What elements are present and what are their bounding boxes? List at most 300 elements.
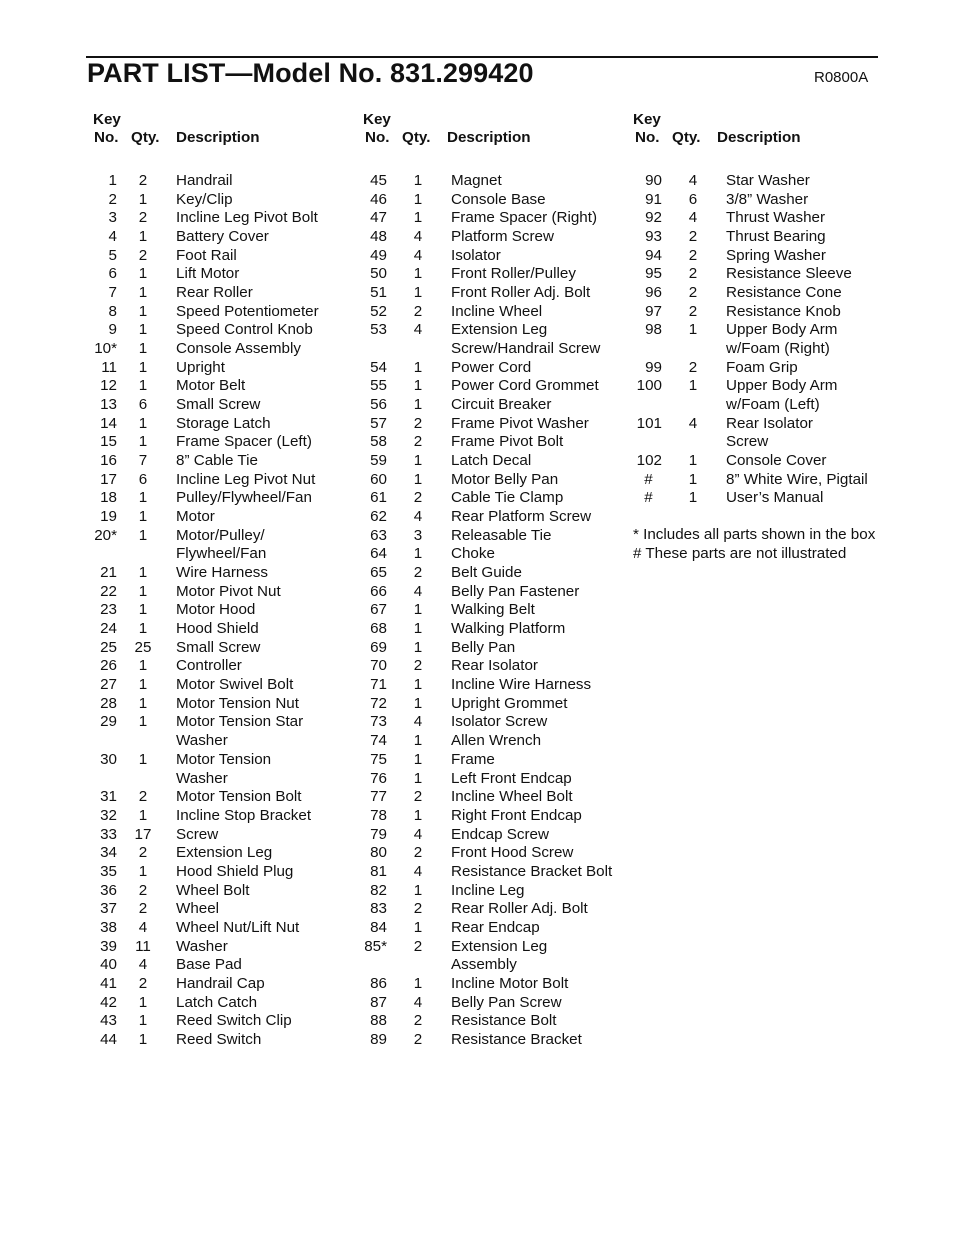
part-row [363,265,625,284]
part-description: w/Foam (Right) [726,340,830,358]
part-row [93,732,343,751]
header-description: Description [717,129,801,146]
part-description: Motor Tension [176,750,272,768]
part-row [363,676,625,695]
part-description: Small Screw [176,638,261,656]
part-key-no: 63 [370,526,387,544]
part-description: Controller [176,657,242,675]
part-qty: 1 [138,750,148,768]
part-description: Rear Roller Adj. Bolt [451,900,588,918]
part-row [93,191,343,210]
part-qty: 7 [138,452,148,470]
part-row [363,938,625,957]
part-qty: 1 [413,881,423,899]
part-key-no: 32 [100,806,117,824]
part-row [363,863,625,882]
part-row [363,695,625,714]
part-qty: 1 [413,601,423,619]
part-description: Upright Grommet [451,694,568,712]
part-description: Belly Pan [451,638,516,656]
part-description: Handrail [176,172,233,189]
part-key-no: 82 [370,881,387,899]
part-qty: 1 [138,582,148,600]
part-description: Latch Decal [451,452,532,470]
part-qty: 1 [138,321,148,339]
part-description: Wire Harness [176,564,268,582]
part-description: User’s Manual [726,489,824,507]
part-row [363,657,625,676]
part-description: Right Front Endcap [451,806,582,824]
part-row [93,303,343,322]
part-qty: 1 [413,377,423,395]
parts-list [93,172,343,1050]
part-key-no: 58 [370,433,387,451]
part-description: Incline Motor Bolt [451,974,569,992]
part-qty: 2 [688,302,698,320]
part-description: Rear Isolator [726,414,813,432]
part-qty: 6 [688,190,698,208]
part-key-no: 9 [108,321,117,339]
part-qty: 6 [138,396,148,414]
part-qty: 1 [138,358,148,376]
part-qty: 2 [688,265,698,283]
header-qty: Qty. [672,129,701,146]
part-key-no: 97 [645,302,662,320]
part-key-no: 36 [100,881,117,899]
part-row [363,1012,625,1031]
part-key-no: 11 [101,358,117,376]
part-key-no: 75 [370,750,387,768]
part-key-no: 42 [100,993,117,1011]
part-row [93,471,343,490]
part-description: Belly Pan Fastener [451,582,580,600]
part-description: Resistance Bracket [451,1030,582,1048]
part-row [93,340,343,359]
part-row [633,265,903,284]
part-description: Reed Switch [176,1030,262,1048]
part-row [93,975,343,994]
part-row [93,527,343,546]
part-row [633,340,903,359]
part-qty: 4 [413,508,423,526]
part-row [93,228,343,247]
part-description: 8” White Wire, Pigtail [726,470,868,488]
part-key-no: # [644,470,653,488]
part-description: Screw [176,825,219,843]
part-description: Hood Shield [176,620,259,638]
part-key-no: 70 [370,657,387,675]
part-qty: 1 [138,713,148,731]
part-key-no: 43 [100,1012,117,1030]
part-key-no: 46 [370,190,387,208]
part-row [633,284,903,303]
parts-list [633,172,903,508]
part-qty: 1 [138,284,148,302]
part-qty: 1 [138,601,148,619]
part-qty: 1 [413,620,423,638]
part-row [363,284,625,303]
part-row [363,340,625,359]
part-qty: 1 [688,377,698,395]
part-description: Incline Wire Harness [451,676,592,694]
part-qty: 1 [413,209,423,227]
part-description: Pulley/Flywheel/Fan [176,489,312,507]
part-row [93,788,343,807]
part-row [93,1012,343,1031]
part-key-no: 101 [636,414,662,432]
part-description: w/Foam (Left) [726,396,820,414]
part-description: Handrail Cap [176,974,265,992]
part-key-no: 4 [108,228,117,246]
part-description: Motor Tension Nut [176,694,299,712]
part-row [93,863,343,882]
part-key-no: 25 [100,638,117,656]
part-key-no: 72 [370,694,387,712]
footnote-included: * Includes all parts shown in the box [633,526,876,544]
part-description: Platform Screw [451,228,554,246]
part-column-2 [363,110,625,1050]
part-key-no: 38 [100,918,117,936]
part-qty: 1 [138,657,148,675]
part-row [363,732,625,751]
part-row [363,508,625,527]
part-row [93,601,343,620]
part-key-no: 33 [100,825,117,843]
part-description: Isolator [451,246,501,264]
part-key-no: # [644,489,653,507]
part-description: Washer [176,937,228,955]
column-header [93,110,343,172]
part-key-no: 73 [370,713,387,731]
part-description: Resistance Knob [726,302,841,320]
part-description: Rear Isolator [451,657,538,675]
header-no: No. [94,129,119,146]
part-key-no: 7 [108,284,117,302]
part-description: Speed Control Knob [176,321,313,339]
part-qty: 2 [138,172,148,189]
part-row [93,265,343,284]
part-qty: 4 [688,414,698,432]
part-key-no: 48 [370,228,387,246]
part-key-no: 67 [370,601,387,619]
part-description: Upright [176,358,225,376]
part-description: Hood Shield Plug [176,862,294,880]
part-qty: 1 [138,414,148,432]
part-row [363,919,625,938]
part-key-no: 65 [370,564,387,582]
part-description: Frame Spacer (Left) [176,433,312,451]
part-qty: 4 [413,713,423,731]
part-row [93,938,343,957]
footnote-not-illustrated: # These parts are not illustrated [633,544,847,562]
part-row [363,751,625,770]
part-qty: 4 [413,825,423,843]
part-qty: 1 [138,302,148,320]
part-description: Washer [176,769,228,787]
part-qty: 1 [413,396,423,414]
part-key-no: 19 [100,508,117,526]
part-qty: 1 [138,694,148,712]
part-key-no: 87 [370,993,387,1011]
part-description: Motor Tension Star [176,713,304,731]
part-key-no: 102 [636,452,662,470]
part-qty: 1 [413,676,423,694]
part-qty: 2 [138,209,148,227]
part-row [633,209,903,228]
part-row [93,807,343,826]
part-description: Key/Clip [176,190,233,208]
part-row [363,601,625,620]
part-key-no: 92 [645,209,662,227]
part-row [363,303,625,322]
part-key-no: 45 [370,172,387,189]
part-qty: 17 [134,825,152,843]
part-row [93,564,343,583]
part-description: Motor Belly Pan [451,470,559,488]
part-key-no: 37 [100,900,117,918]
part-key-no: 89 [370,1030,387,1048]
header-qty: Qty. [131,129,160,146]
part-key-no: 62 [370,508,387,526]
part-description: Upper Body Arm [726,377,838,395]
part-qty: 2 [688,228,698,246]
part-row [363,396,625,415]
part-qty: 2 [413,937,423,955]
part-description: Washer [176,732,228,750]
part-row [363,713,625,732]
part-key-no: 51 [370,284,387,302]
part-description: Cable Tie Clamp [451,489,564,507]
part-description: Motor [176,508,215,526]
part-key-no: 40 [100,956,117,974]
part-key-no: 74 [370,732,387,750]
part-description: Battery Cover [176,228,269,246]
header-no: No. [365,129,390,146]
part-row [93,900,343,919]
footnotes [633,526,903,563]
part-qty: 4 [138,956,148,974]
part-description: Front Hood Screw [451,844,574,862]
part-key-no: 56 [370,396,387,414]
part-key-no: 16 [100,452,117,470]
part-row [93,209,343,228]
part-key-no: 96 [645,284,662,302]
part-description: Thrust Washer [726,209,826,227]
part-qty: 4 [413,993,423,1011]
part-key-no: 54 [370,358,387,376]
part-qty: 1 [138,862,148,880]
part-qty: 11 [135,937,151,955]
header-key: Key [363,111,391,128]
part-key-no: 1 [108,172,117,189]
part-row [93,994,343,1013]
part-key-no: 50 [370,265,387,283]
part-key-no: 14 [100,414,117,432]
part-column-3 [633,110,903,563]
part-row [363,359,625,378]
part-key-no: 85* [364,937,387,955]
part-row [363,489,625,508]
part-qty: 1 [138,1012,148,1030]
part-row [363,994,625,1013]
part-row [363,191,625,210]
part-description: Console Base [451,190,546,208]
part-description: Lift Motor [176,265,240,283]
part-description: Circuit Breaker [451,396,552,414]
header-key: Key [633,111,661,128]
part-qty: 1 [138,377,148,395]
part-row [93,770,343,789]
part-key-no: 21 [100,564,117,582]
part-row [363,228,625,247]
part-row [633,377,903,396]
part-qty: 1 [413,284,423,302]
part-qty: 2 [688,246,698,264]
part-qty: 1 [138,489,148,507]
part-key-no: 39 [100,937,117,955]
part-qty: 2 [413,657,423,675]
part-qty: 2 [413,302,423,320]
part-key-no: 34 [100,844,117,862]
part-description: Allen Wrench [451,732,542,750]
part-row [93,882,343,901]
part-key-no: 47 [370,209,387,227]
part-description: Extension Leg [176,844,273,862]
header-no: No. [635,129,660,146]
part-qty: 2 [138,246,148,264]
part-qty: 4 [413,582,423,600]
part-row [363,807,625,826]
part-description: Console Assembly [176,340,301,358]
part-qty: 1 [688,470,698,488]
part-row [93,620,343,639]
part-qty: 1 [413,694,423,712]
part-qty: 1 [413,470,423,488]
part-row [633,415,903,434]
part-description: Assembly [451,956,517,974]
part-description: Front Roller Adj. Bolt [451,284,591,302]
part-qty: 1 [138,433,148,451]
part-row [93,247,343,266]
part-key-no: 60 [370,470,387,488]
part-qty: 1 [413,732,423,750]
part-description: Releasable Tie [451,526,552,544]
part-qty: 6 [138,470,148,488]
part-description: Motor Hood [176,601,256,619]
part-row [363,377,625,396]
part-key-no: 5 [108,246,117,264]
part-row [363,844,625,863]
part-row [363,826,625,845]
part-row [93,508,343,527]
part-description: Left Front Endcap [451,769,572,787]
part-description: Motor Tension Bolt [176,788,302,806]
page-title: PART LIST—Model No. 831.299420 [87,58,534,88]
part-row [633,471,903,490]
part-row [93,489,343,508]
part-row [363,172,625,191]
part-row [93,844,343,863]
part-qty: 1 [138,676,148,694]
part-description: Endcap Screw [451,825,549,843]
part-key-no: 78 [370,806,387,824]
part-description: Belly Pan Screw [451,993,562,1011]
part-qty: 1 [138,228,148,246]
part-row [93,172,343,191]
part-key-no: 15 [100,433,117,451]
part-row [363,415,625,434]
part-key-no: 26 [100,657,117,675]
part-key-no: 35 [100,862,117,880]
part-qty: 1 [138,993,148,1011]
part-description: Extension Leg [451,321,548,339]
part-key-no: 27 [100,676,117,694]
part-qty: 2 [413,788,423,806]
part-key-no: 57 [370,414,387,432]
part-qty: 4 [413,862,423,880]
part-description: Screw [726,433,769,451]
part-key-no: 29 [100,713,117,731]
part-qty: 2 [413,564,423,582]
part-description: Wheel [176,900,220,918]
part-qty: 4 [688,172,698,189]
part-key-no: 95 [645,265,662,283]
part-description: Frame Pivot Bolt [451,433,564,451]
part-row [363,956,625,975]
part-description: Resistance Cone [726,284,842,302]
part-qty: 1 [413,806,423,824]
part-qty: 1 [138,806,148,824]
part-qty: 4 [413,321,423,339]
part-row [363,452,625,471]
part-row [633,396,903,415]
part-description: Wheel Bolt [176,881,250,899]
part-qty: 1 [413,638,423,656]
part-row [93,377,343,396]
part-row [633,172,903,191]
part-key-no: 24 [100,620,117,638]
part-qty: 2 [688,284,698,302]
part-row [363,900,625,919]
part-description: Extension Leg [451,937,548,955]
part-row [633,452,903,471]
part-description: Incline Wheel [451,302,543,320]
part-key-no: 55 [370,377,387,395]
part-row [363,639,625,658]
part-key-no: 98 [645,321,662,339]
part-qty: 2 [138,974,148,992]
part-description: Frame Spacer (Right) [451,209,598,227]
part-description: Frame Pivot Washer [451,414,589,432]
part-description: Power Cord Grommet [451,377,599,395]
part-key-no: 90 [645,172,662,189]
part-description: Magnet [451,172,502,189]
part-qty: 1 [413,172,423,189]
part-row [93,676,343,695]
part-key-no: 71 [370,676,387,694]
part-row [93,545,343,564]
part-description: Console Cover [726,452,827,470]
header-description: Description [176,129,260,146]
part-description: 8” Cable Tie [176,452,258,470]
part-row [633,321,903,340]
part-key-no: 61 [370,489,387,507]
part-row [93,452,343,471]
part-description: Spring Washer [726,246,826,264]
part-key-no: 88 [370,1012,387,1030]
part-qty: 1 [138,526,148,544]
part-row [363,882,625,901]
